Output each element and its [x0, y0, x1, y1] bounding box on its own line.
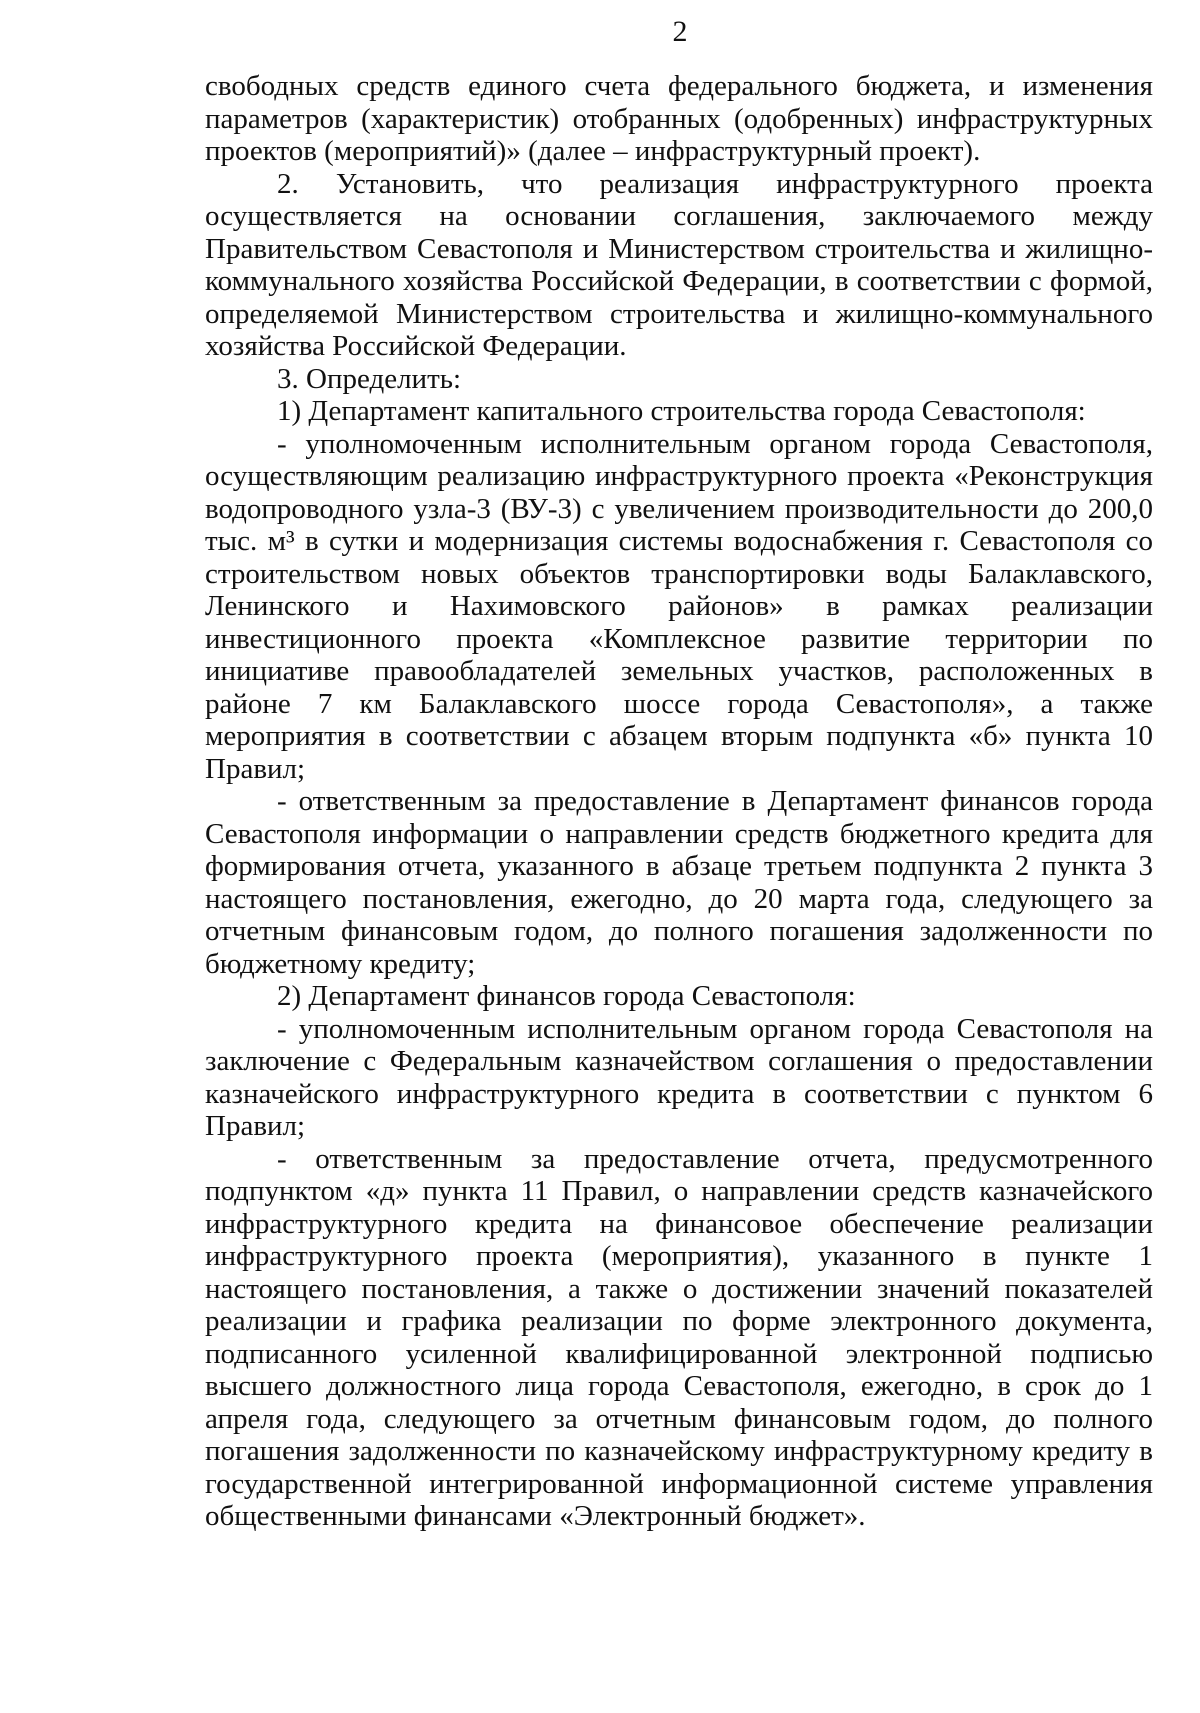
- subitem-2-dash-2: - ответственным за предоставление отчета, предусмотренного подпунктом «д» пункта 11 Правил, о направлении средств казначейского инфраструктурного кредита на финансовое обеспечение реализации инфраструктурного проекта (мероприятия), указанного в пункте 1 настоящего постановления, а также о достижении значений показателей реализации и графика реализации по форме электронного документа, подписанного усиленной квалифицированной электронной подписью высшего должностного лица города Севастополя, ежегодно, в срок до 1 апреля года, следующего за отчетным финансовым годом, до полного погашения задолженности по казначейскому инфраструктурному кредиту в государственной интегрированной информационной системе управления общественными финансами «Электронный бюджет».: [205, 1142, 1153, 1532]
- subitem-1-dash-2: - ответственным за предоставление в Департамент финансов города Севастополя информации о направлении средств бюджетного кредита для формирования отчета, указанного в абзаце третьем подпункта 2 пункта 3 настоящего постановления, ежегодно, до 20 марта года, следующего за отчетным финансовым годом, до полного погашения задолженности по бюджетному кредиту;: [205, 785, 1153, 980]
- paragraph-item-3: 3. Определить:: [277, 362, 462, 395]
- page-number: 2: [672, 15, 688, 48]
- paragraph-continuation: свободных средств единого счета федерального бюджета, и изменения параметров (характеристик) отобранных (одобренных) инфраструктурных проектов (мероприятий)» (далее – инфраструктурный проект).: [205, 70, 1153, 167]
- paragraph-item-2: 2. Установить, что реализация инфраструктурного проекта осуществляется на основании соглашения, заключаемого между Правительством Севастополя и Министерством строительства и жилищно-коммунального хозяйства Российской Федерации, в соответствии с формой, определяемой Министерством строительства и жилищно-коммунального хозяйства Российской Федерации.: [205, 167, 1153, 362]
- subitem-1-heading: 1) Департамент капитального строительства города Севастополя:: [277, 395, 1086, 427]
- subitem-2-dash-1: - уполномоченным исполнительным органом города Севастополя на заключение с Федеральным казначейством соглашения о предоставлении казначейского инфраструктурного кредита в соответствии с пунктом 6 Правил;: [205, 1012, 1153, 1142]
- document-body: [205, 70, 1153, 1533]
- subitem-2-heading: 2) Департамент финансов города Севастополя:: [277, 980, 856, 1012]
- subitem-1-dash-1: - уполномоченным исполнительным органом города Севастополя, осуществляющим реализацию инфраструктурного проекта «Реконструкция водопроводного узла-3 (ВУ-3) с увеличением производительности до 200,0 тыс. м³ в сутки и модернизация системы водоснабжения г. Севастополя со строительством новых объектов транспортировки воды Балаклавского, Ленинского и Нахимовского районов» в рамках реализации инвестиционного проекта «Комплексное развитие территории по инициативе правообладателей земельных участков, расположенных в районе 7 км Балаклавского шоссе города Севастополя», а также мероприятия в соответствии с абзацем вторым подпункта «б» пункта 10 Правил;: [205, 427, 1153, 785]
